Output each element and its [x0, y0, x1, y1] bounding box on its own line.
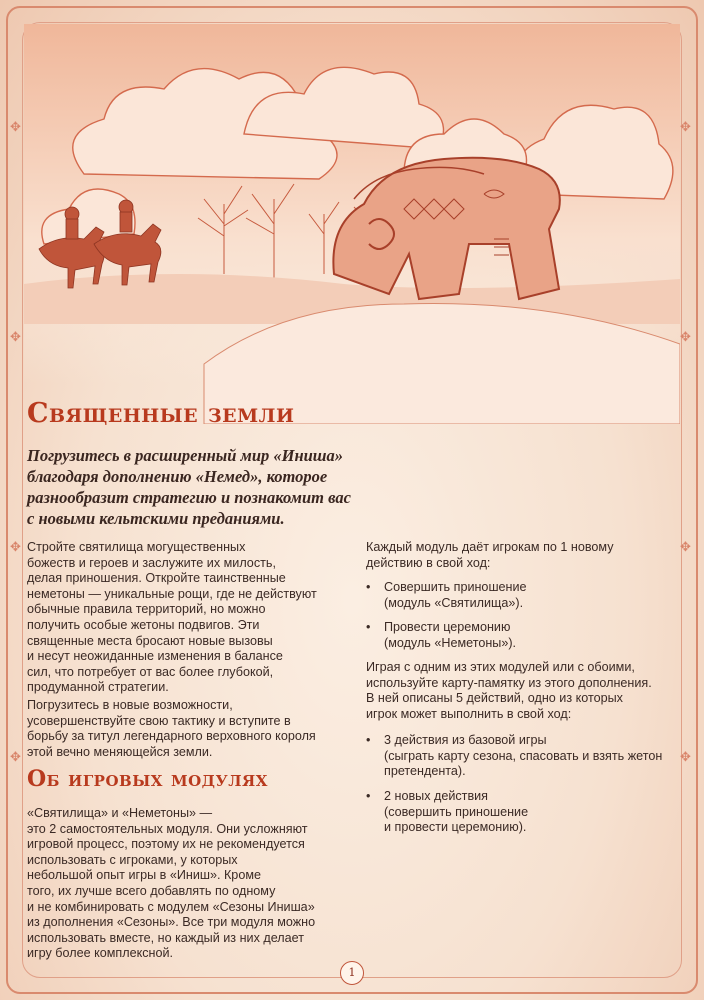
text-line: делая приношения. Откройте таинственные: [27, 571, 286, 586]
bullet-item: [366, 733, 676, 781]
text-line: 3 действия из базовой игры: [384, 733, 547, 747]
text-line: священные места бросают новые вызовы: [27, 633, 273, 648]
bullet-text: [384, 620, 516, 651]
text-line: продуманной стратегии.: [27, 680, 169, 695]
text-line: игровой процесс, поэтому их не рекомендуется: [27, 837, 305, 852]
section-title: Священные земли: [27, 398, 295, 429]
knot-ornament: ✥: [10, 750, 21, 765]
text-line: это 2 самостоятельных модуля. Они усложняют: [27, 821, 308, 836]
text-line: Провести церемонию: [384, 620, 511, 634]
bullet-item: [366, 789, 666, 837]
text-line: небольшой опыт игры в «Иниш». Кроме: [27, 868, 261, 883]
text-line: и несут неожиданные изменения в балансе: [27, 649, 283, 664]
text-line: Каждый модуль даёт игрокам по 1 новому: [366, 540, 614, 554]
text-line: «Святилища» и «Неметоны» —: [27, 806, 213, 820]
possibilities-paragraph: [27, 698, 316, 760]
lead-line: Погрузитесь в расширенный мир «Иниша»: [27, 446, 344, 465]
text-line: Играя с одним из этих модулей или с обоими,: [366, 660, 635, 674]
text-line: обычные правила территорий, но можно: [27, 602, 266, 617]
page-number: 1: [340, 961, 364, 985]
text-line: Погрузитесь в новые возможности,: [27, 698, 233, 712]
modules-paragraph: [27, 806, 315, 962]
text-line: Совершить приношение: [384, 580, 527, 594]
text-line: (сыграть карту сезона, спасовать и взять жетон: [384, 748, 663, 763]
lead-paragraph: [27, 445, 387, 529]
bullet-icon: •: [366, 620, 371, 634]
knot-ornament: ✥: [680, 750, 691, 765]
knot-ornament: ✥: [680, 330, 691, 345]
text-line: получить особые жетоны подвигов. Эти: [27, 617, 260, 632]
text-line: (совершить приношение: [384, 804, 529, 819]
text-line: претендента).: [384, 764, 466, 779]
text-line: использовать вместе, но каждый из них делает: [27, 930, 305, 945]
lead-line: разнообразит стратегию и познакомит вас: [27, 488, 351, 507]
knot-ornament: ✥: [10, 120, 21, 135]
text-line: неметоны — уникальные рощи, где не действуют: [27, 586, 317, 601]
text-line: действию в свой ход:: [366, 555, 491, 570]
knot-ornament: ✥: [10, 330, 21, 345]
bullet-text: [384, 733, 662, 780]
text-line: игрок может выполнить в свой ход:: [366, 706, 572, 721]
text-line: использовать с игроками, у которых: [27, 852, 238, 867]
text-line: и провести церемонию).: [384, 820, 527, 835]
lead-line: с новыми кельтскими преданиями.: [27, 509, 285, 528]
knot-ornament: ✥: [680, 120, 691, 135]
reference-card-paragraph: [366, 660, 652, 722]
text-line: 2 новых действия: [384, 789, 488, 803]
bullet-text: [384, 789, 528, 836]
modules-heading: Об игровых модулях: [27, 766, 268, 792]
bullet-icon: •: [366, 580, 371, 594]
text-line: В ней описаны 5 действий, одно из которых: [366, 691, 623, 706]
text-line: этой вечно меняющейся земли.: [27, 744, 213, 759]
lead-line: благодаря дополнению «Немед», которое: [27, 467, 328, 486]
text-line: (модуль «Святилища»).: [384, 595, 524, 610]
text-line: божеств и героев и заслужите их милость,: [27, 555, 276, 570]
text-line: Стройте святилища могущественных: [27, 540, 246, 554]
bullet-icon: •: [366, 789, 371, 803]
text-line: борьбу за титул легендарного верховного короля: [27, 729, 316, 744]
bullet-icon: •: [366, 733, 371, 747]
bullet-item: [366, 620, 666, 652]
intro-paragraph: [27, 540, 317, 696]
text-line: игру более комплексной.: [27, 946, 174, 961]
text-line: сил, что потребует от вас более глубокой,: [27, 664, 274, 679]
actions-intro: [366, 540, 614, 571]
text-line: и не комбинировать с модулем «Сезоны Иниша»: [27, 899, 315, 914]
text-line: усовершенствуйте свою тактику и вступите в: [27, 713, 291, 728]
bullet-text: [384, 580, 527, 611]
text-line: (модуль «Неметоны»).: [384, 635, 517, 650]
knot-ornament: ✥: [680, 540, 691, 555]
text-line: того, их лучше всего добавлять по одному: [27, 883, 276, 898]
text-line: из дополнения «Сезоны». Все три модуля можно: [27, 915, 316, 930]
landscape-illustration: [24, 24, 680, 424]
knot-ornament: ✥: [10, 540, 21, 555]
bullet-item: [366, 580, 666, 612]
text-line: используйте карту-памятку из этого дополнения.: [366, 675, 652, 690]
